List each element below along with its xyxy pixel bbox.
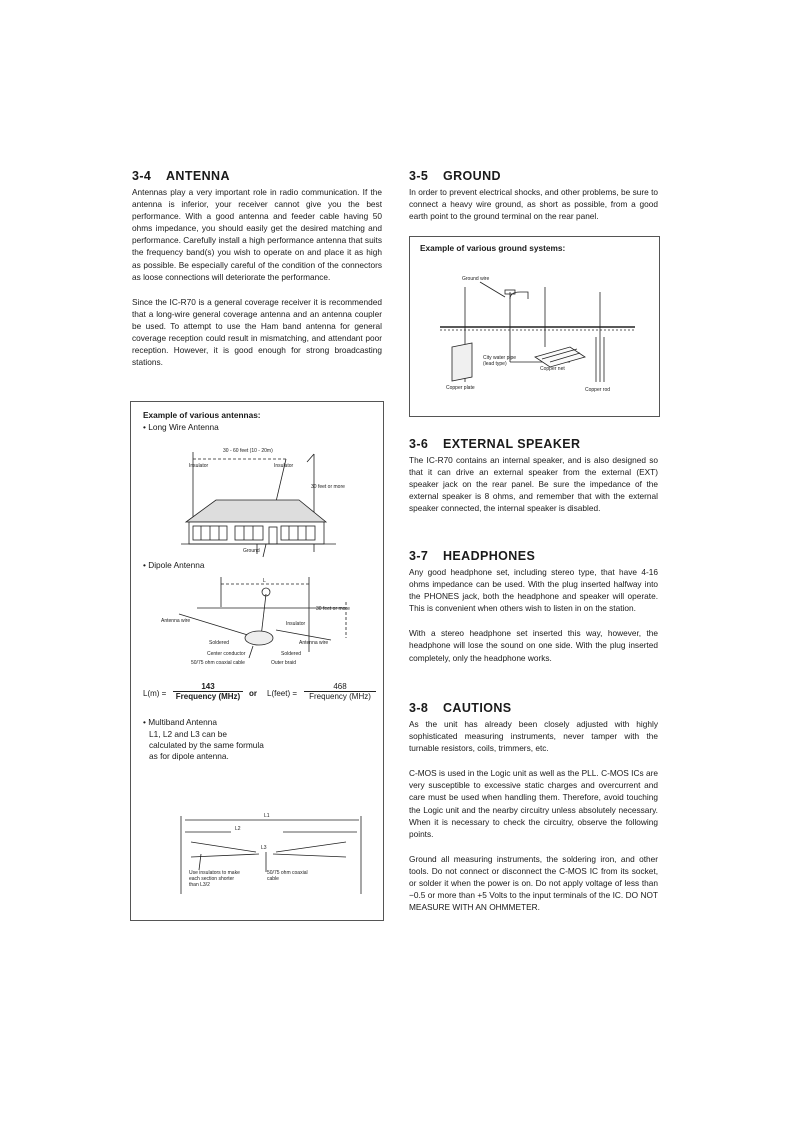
l3-label: L3 bbox=[261, 845, 267, 851]
antenna-wire-right-label: Antenna wire bbox=[299, 640, 329, 646]
formula-lhs-ft: L(feet) = bbox=[267, 689, 298, 698]
paragraph: The IC-R70 contains an internal speaker, and is also designed so that it can drive an external speaker from the external (EXT) speaker jack on the rear panel. Be sure the impedance of the external speaker is 8 ohms, and remember that with the external speaker connected, the internal speaker is disabled. bbox=[409, 455, 658, 514]
paragraph: Any good headphone set, including stereo type, that have 4-16 ohms impedance can be used. With the plug inserted halfway into the PHONES jack, both the headphone and speaker will operate. This is convenient when others wish to listen in on the station. bbox=[409, 567, 658, 614]
paragraph: In order to prevent electrical shocks, and other problems, be sure to connect a heavy wire ground, as short as possible, from a good earth point to the ground terminal on the rear panel. bbox=[409, 187, 658, 222]
section-heading bbox=[409, 168, 658, 184]
formula-numerator-ft: 468 bbox=[304, 682, 376, 692]
section-heading bbox=[409, 700, 658, 716]
section-heading bbox=[132, 168, 382, 184]
soldered-left-label: Soldered bbox=[209, 640, 230, 646]
long-wire-label: • Long Wire Antenna bbox=[143, 422, 219, 432]
antenna-figure bbox=[130, 401, 384, 921]
section-title: ANTENNA bbox=[166, 169, 230, 183]
section-title: HEADPHONES bbox=[443, 549, 536, 563]
outer-braid-label: Outer braid bbox=[271, 660, 297, 666]
section-title: GROUND bbox=[443, 169, 501, 183]
multiband-label: • Multiband Antenna bbox=[143, 717, 217, 727]
formula-or: or bbox=[249, 689, 257, 698]
paragraph: Antennas play a very important role in radio communication. If the antenna is inferior, your receiver cannot give you the best performance. With a good antenna and feeder cable having 50 ohms impedance, you should easily get the desired matching and performance. Carefully install a high performance antenna that suits the frequency band(s) you wish to operate on and place it as high as possible. Be especially careful of the condition of the connectors as loose connections will deteriorate the performance. bbox=[132, 187, 382, 282]
l2-label: L2 bbox=[235, 826, 241, 832]
figure-title: Example of various ground systems: bbox=[420, 243, 566, 253]
copper-net-label: Copper net bbox=[540, 366, 565, 372]
paragraph: C-MOS is used in the Logic unit as well as the PLL. C-MOS ICs are very susceptible to excessive static charges and overcurrent and care must be used when handling them. Therefore, avoid touching the Logic unit and the nearby circuitry unless absolutely necessary. When it is necessary to check the circuitry, observe the following points. bbox=[409, 768, 658, 839]
insulator-right-label: Insulator bbox=[274, 463, 294, 469]
section-heading bbox=[409, 436, 658, 452]
section-heading bbox=[409, 548, 658, 564]
multiband-coax-label: 50/75 ohm coaxial cable bbox=[267, 870, 308, 882]
coaxial-label: 50/75 ohm coaxial cable bbox=[191, 660, 245, 666]
section-number: 3-8 bbox=[409, 701, 429, 715]
section-number: 3-4 bbox=[132, 169, 152, 183]
section-number: 3-7 bbox=[409, 549, 429, 563]
section-ground bbox=[409, 168, 658, 222]
ground-wire-label: Ground wire bbox=[462, 276, 490, 282]
section-number: 3-5 bbox=[409, 169, 429, 183]
copper-rod-label: Copper rod bbox=[585, 387, 611, 393]
dipole-length-label: L bbox=[263, 578, 266, 584]
copper-plate-label: Copper plate bbox=[446, 385, 475, 391]
dipole-insulator-label: Insulator bbox=[286, 621, 306, 627]
section-external-speaker bbox=[409, 436, 658, 514]
center-conductor-label: Center conductor bbox=[207, 651, 246, 657]
formula-lhs-m: L(m) = bbox=[143, 689, 167, 698]
section-number: 3-6 bbox=[409, 437, 429, 451]
water-pipe-label: City water pipe (lead type) bbox=[483, 355, 517, 367]
multiband-description: L1, L2 and L3 can be calculated by the same formula as for dipole antenna. bbox=[149, 729, 264, 761]
formula-fraction-m bbox=[173, 682, 243, 701]
insulator-left-label: Insulator bbox=[189, 463, 209, 469]
paragraph: As the unit has already been closely adjusted with highly sophisticated measuring instruments, never tamper with the turnable resistors, coils, trimmers, etc. bbox=[409, 719, 658, 754]
long-wire-length-label: 30 - 60 feet (10 - 20m) bbox=[223, 448, 273, 454]
formula-denominator-m: Frequency (MHz) bbox=[175, 692, 241, 701]
insulators-note: Use insulators to make each section shorter than L3/2 bbox=[189, 870, 240, 888]
ground-label: Ground bbox=[243, 548, 260, 554]
paragraph: Ground all measuring instruments, the soldering iron, and other tools. Do not connect or disconnect the C-MOS IC from its socket, or solder it when the power is on. Do not apply voltage of less than −0.5 or more than +5 Volts to the input terminals of the IC. DO NOT MEASURE WITH AN OHMMETER. bbox=[409, 853, 658, 913]
long-wire-height-label: 30 feet or more bbox=[311, 484, 345, 490]
formula-numerator-m: 143 bbox=[173, 682, 243, 692]
antenna-drawings bbox=[131, 402, 383, 920]
antenna-wire-label: Antenna wire bbox=[161, 618, 191, 624]
section-cautions bbox=[409, 700, 658, 913]
section-title: EXTERNAL SPEAKER bbox=[443, 437, 581, 451]
section-title: CAUTIONS bbox=[443, 701, 512, 715]
formula-fraction-ft bbox=[304, 682, 376, 701]
paragraph: Since the IC-R70 is a general coverage receiver it is recommended that a long-wire general coverage antenna and an antenna coupler be used. To attempt to use the Ham band antenna for general coverage reception could result in mismatching, and attendant poor reception. However, it is good enough for strong broadcasting stations. bbox=[132, 296, 382, 368]
soldered-right-label: Soldered bbox=[281, 651, 302, 657]
l1-label: L1 bbox=[264, 813, 270, 819]
section-headphones bbox=[409, 548, 658, 664]
ground-figure bbox=[409, 236, 660, 417]
figure-title: Example of various antennas: bbox=[143, 410, 261, 420]
section-antenna bbox=[132, 168, 382, 368]
dipole-height-label: 30 feet or more bbox=[316, 606, 350, 612]
paragraph: With a stereo headphone set inserted this way, however, the headphone will lose the sound on one side. With the plug inserted completely, only the headphone works. bbox=[409, 628, 658, 663]
formula-denominator-ft: Frequency (MHz) bbox=[309, 692, 371, 701]
dipole-label: • Dipole Antenna bbox=[143, 560, 205, 570]
